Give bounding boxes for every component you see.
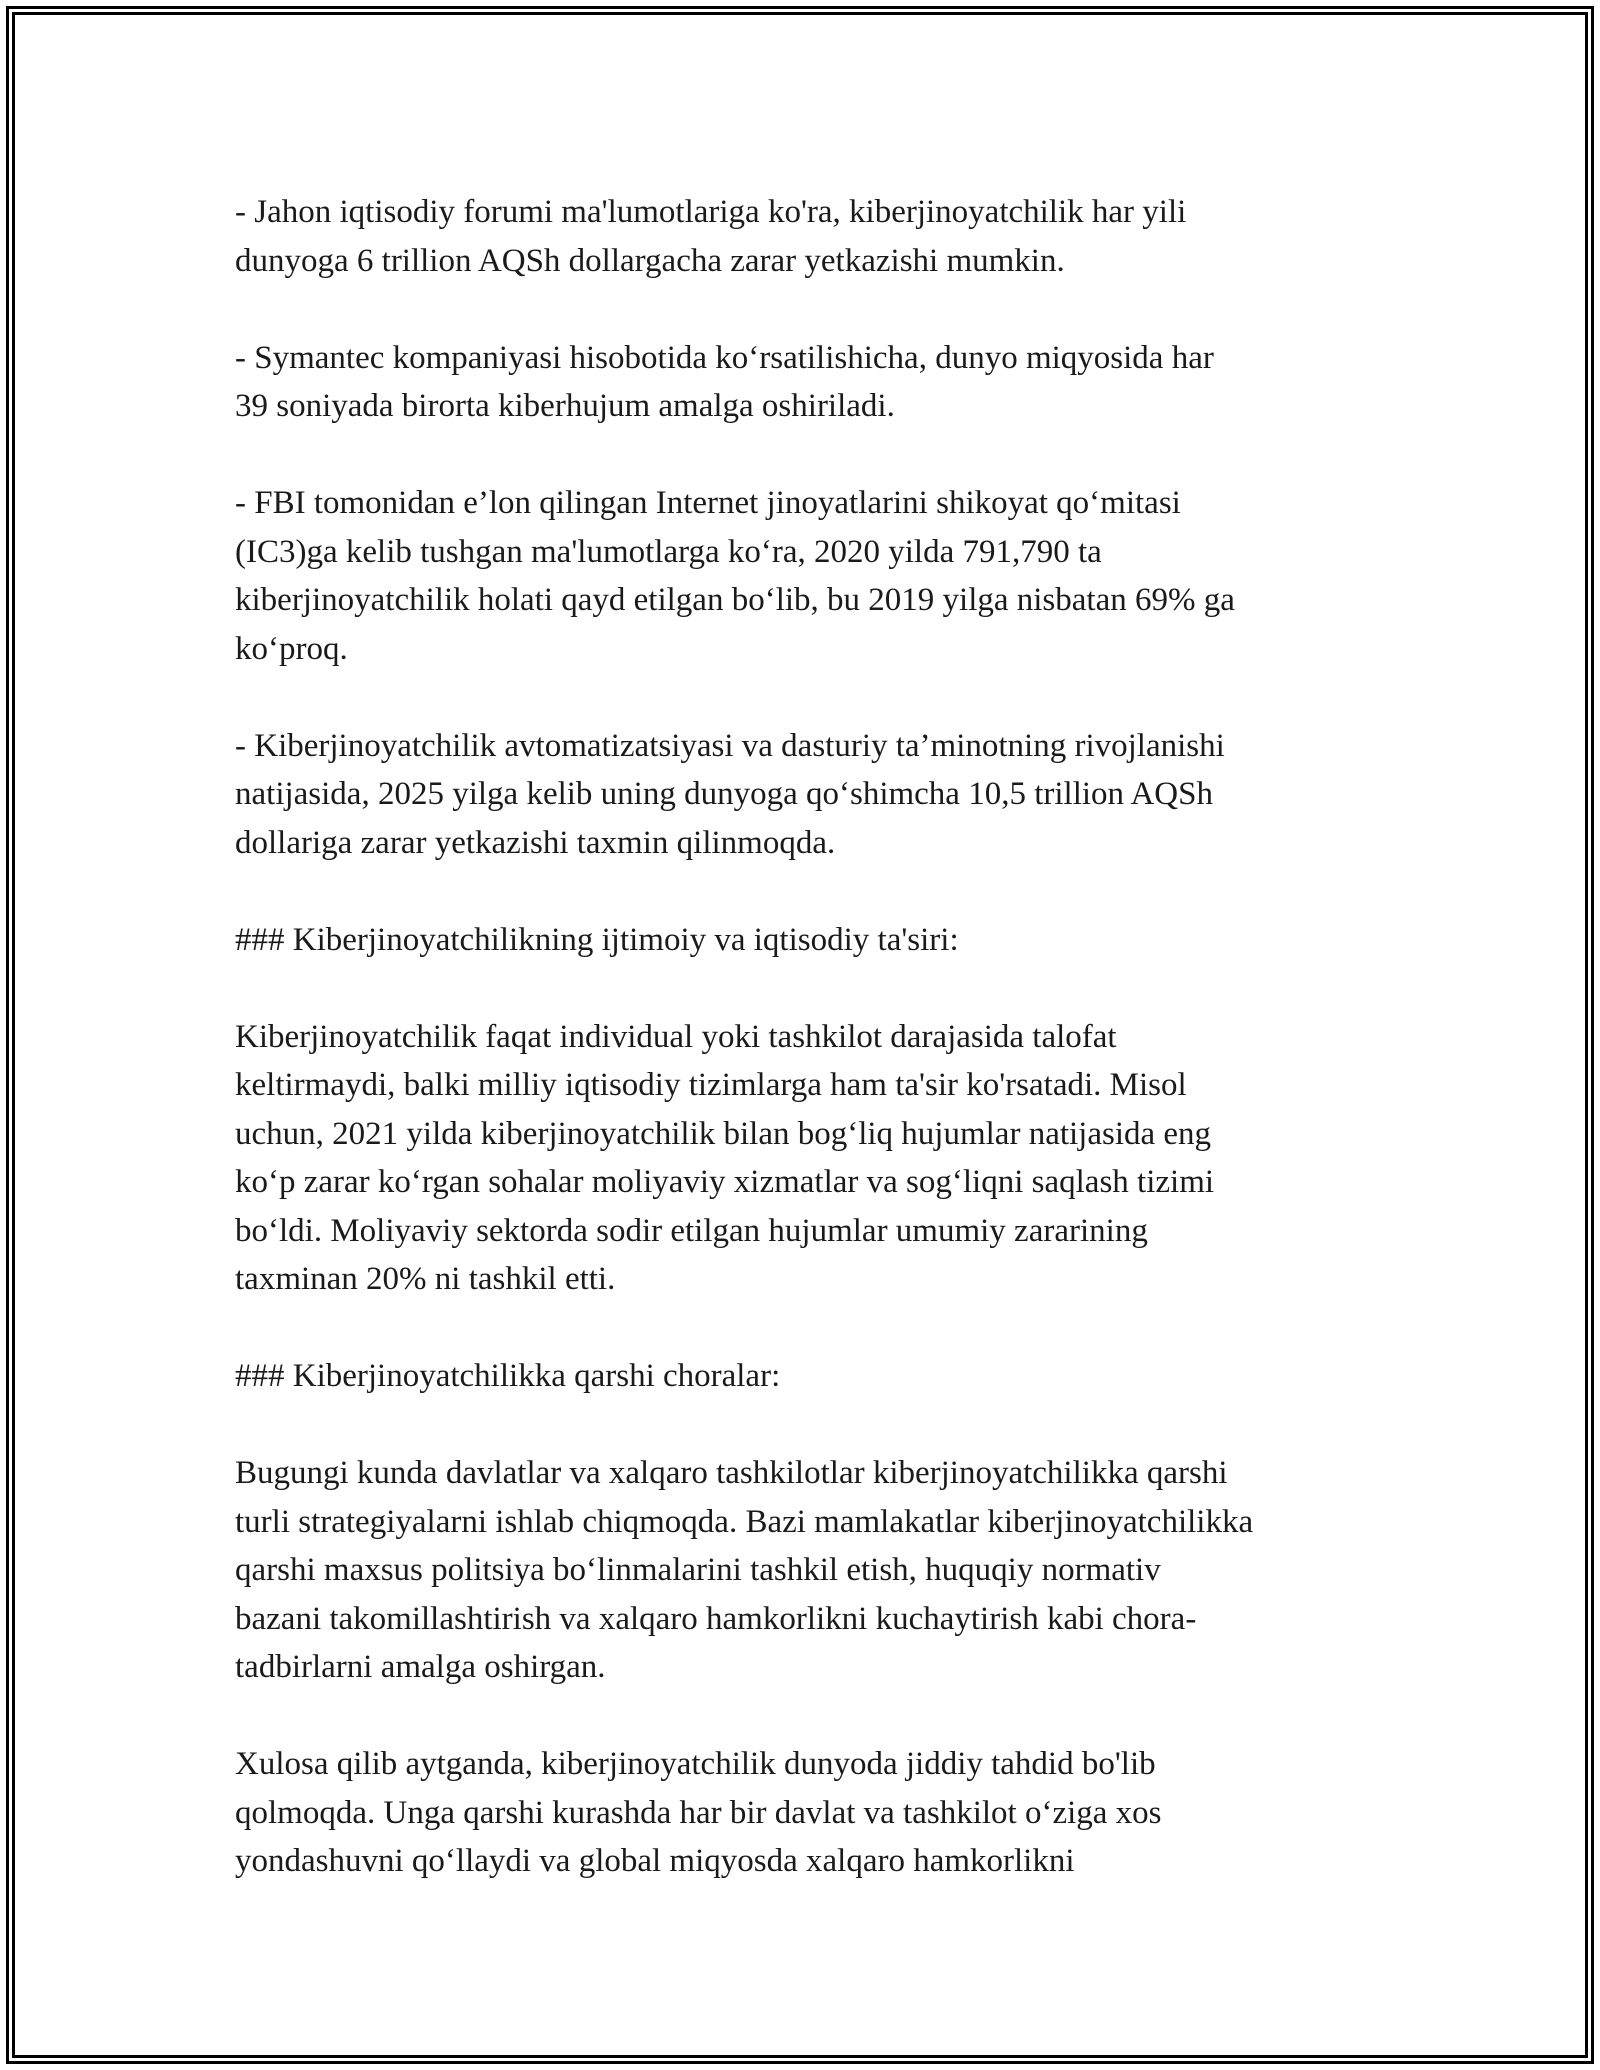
section-heading-impact: ### Kiberjinoyatchilikning ijtimoiy va iqtisodiy ta'siri: xyxy=(235,921,959,958)
paragraph-impact: Kiberjinoyatchilik faqat individual yoki tashkilot darajasida talofat keltirmaydi, balki milliy iqtisodiy tizimlarga ham ta'sir ko'rsatadi. Misol uchun, 2021 yilda kiberjinoyatchilik bilan bog‘liq hujumlar natijasida eng ko‘p zarar ko‘rgan sohalar moliyaviy xizmatlar va sog‘liqni saqlash tizimi bo‘ldi. Moliyaviy sektorda sodir etilgan hujumlar umumiy zararining taxminan 20% ni tashkil etti. xyxy=(235,1018,1215,1297)
bullet-paragraph-symantec: - Symantec kompaniyasi hisobotida ko‘rsatilishicha, dunyo miqyosida har 39 soniyada birorta kiberhujum amalga oshiriladi. xyxy=(235,339,1214,424)
bullet-paragraph-fbi: - FBI tomonidan e’lon qilingan Internet jinoyatlarini shikoyat qo‘mitasi (IC3)ga kelib tushgan ma'lumotlarga ko‘ra, 2020 yilda 791,790 ta kiberjinoyatchilik holati qayd etilgan bo‘lib, bu 2019 yilga nisbatan 69% ga ko‘proq. xyxy=(235,485,1235,667)
document-body xyxy=(235,188,1375,1886)
bullet-paragraph-automation: - Kiberjinoyatchilik avtomatizatsiyasi va dasturiy ta’minotning rivojlanishi natijasida, 2025 yilga kelib uning dunyoga qo‘shimcha 10,5 trillion AQSh dollariga zarar yetkazishi taxmin qilinmoqda. xyxy=(235,727,1225,861)
bullet-paragraph-wef: - Jahon iqtisodiy forumi ma'lumotlariga ko'ra, kiberjinoyatchilik har yili dunyoga 6 trillion AQSh dollargacha zarar yetkazishi mumkin. xyxy=(235,194,1187,279)
paragraph-conclusion: Xulosa qilib aytganda, kiberjinoyatchilik dunyoda jiddiy tahdid bo'lib qolmoqda. Unga qarshi kurashda har bir davlat va tashkilot o‘ziga xos yondashuvni qo‘llaydi va global miqyosda xalqaro hamkorlikni xyxy=(235,1746,1162,1879)
section-heading-measures: ### Kiberjinoyatchilikka qarshi choralar: xyxy=(235,1358,781,1394)
paragraph-measures: Bugungi kunda davlatlar va xalqaro tashkilotlar kiberjinoyatchilikka qarshi turli strategiyalarni ishlab chiqmoqda. Bazi mamlakatlar kiberjinoyatchilikka qarshi maxsus politsiya bo‘linmalarini tashkil etish, huquqiy normativ bazani takomillashtirish va xalqaro hamkorlikni kuchaytirish kabi chora- tadbirlarni amalga oshirgan. xyxy=(235,1455,1254,1685)
